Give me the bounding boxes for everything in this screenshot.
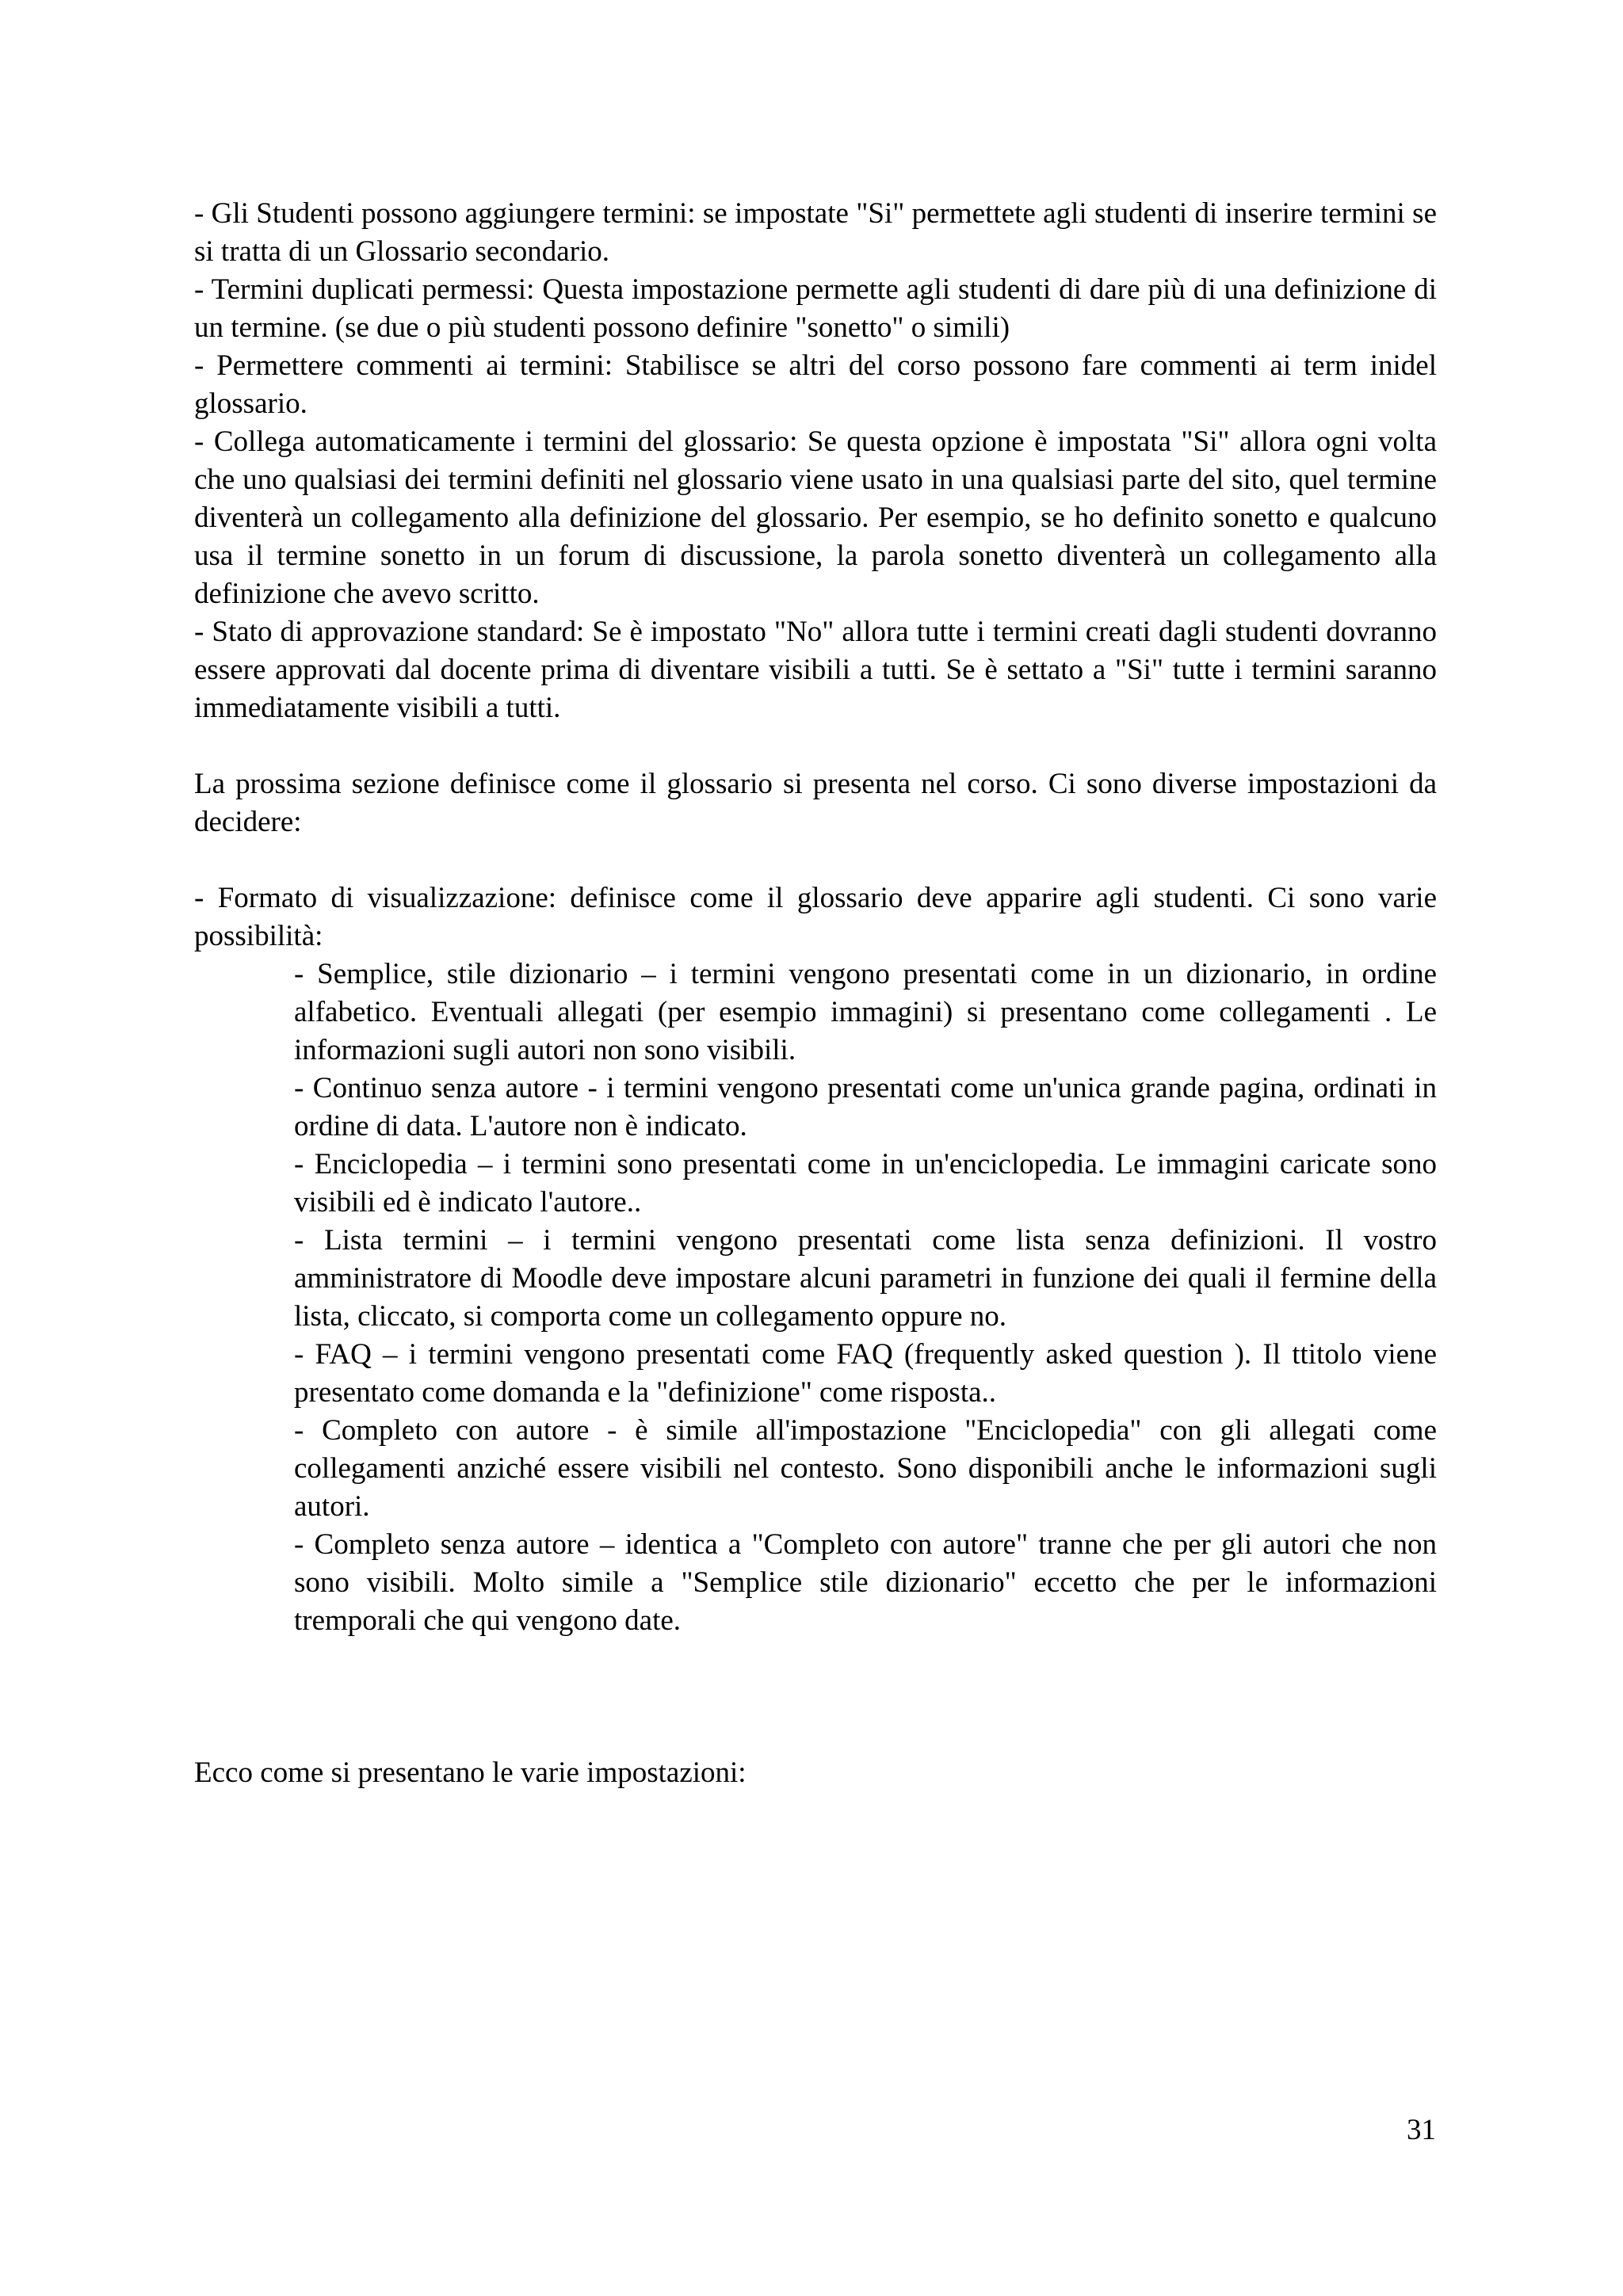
setting-students-add-terms: - Gli Studenti possono aggiungere termini: se impostate "Si" permettete agli studenti di inserire termini se si tratta di un Glossario secondario. [194,197,1437,268]
option-full-with-author: - Completo con autore - è simile all'impostazione "Enciclopedia" con gli allegati come collegamenti anziché essere visibili nel contesto. Sono disponibili anche le informazioni sugli autori. [294,1414,1437,1523]
setting-allow-comments: - Permettere commenti ai termini: Stabilisce se altri del corso possono fare commenti ai term inidel glossario. [194,349,1437,420]
page-content [194,195,1437,1792]
section-spacer [194,1640,1437,1754]
setting-auto-link: - Collega automaticamente i termini del glossario: Se questa opzione è impostata "Si" allora ogni volta che uno qualsiasi dei termini definiti nel glossario viene usato in una qualsiasi parte del sito, quel termine diventerà un collegamento alla definizione del glossario. Per esempio, se ho definito sonetto e qualcuno usa il termine sonetto in un forum di discussione, la parola sonetto diventerà un collegamento alla definizione che avevo scritto. [194,425,1437,610]
section-intro: La prossima sezione definisce come il glossario si presenta nel corso. Ci sono diverse impostazioni da decidere: [194,768,1437,838]
option-simple-dictionary: - Semplice, stile dizionario – i termini vengono presentati come in un dizionario, in ordine alfabetico. Eventuali allegati (per esempio immagini) si presentano come collegamenti . Le informazioni sugli autori non sono visibili. [294,958,1437,1066]
display-options-list [294,955,1437,1640]
option-faq: - FAQ – i termini vengono presentati come FAQ (frequently asked question ). Il ttitolo viene presentato come domanda e la "definizione" come risposta.. [294,1338,1437,1409]
setting-approval-status: - Stato di approvazione standard: Se è impostato "No" allora tutte i termini creati dagli studenti dovranno essere approvati dal docente prima di diventare visibili a tutti. Se è settato a "Si" tutte i termini saranno immediatamente visibili a tutti. [194,616,1437,724]
paragraph-spacer [194,727,1437,765]
page-number: 31 [1407,2114,1436,2146]
option-full-without-author: - Completo senza autore – identica a "Completo con autore" tranne che per gli autori che non sono visibili. Molto simile a "Semplice stile dizionario" eccetto che per le informazioni tremporali che qui vengono date. [294,1528,1437,1637]
option-term-list: - Lista termini – i termini vengono presentati come lista senza definizioni. Il vostro amministratore di Moodle deve impostare alcuni parametri in funzione dei quali il fermine della lista, cliccato, si comporta come un collegamento oppure no. [294,1224,1437,1333]
closing-line: Ecco come si presentano le varie impostazioni: [194,1756,747,1789]
paragraph-spacer [194,841,1437,879]
option-encyclopedia: - Enciclopedia – i termini sono presentati come in un'enciclopedia. Le immagini caricate sono visibili ed è indicato l'autore.. [294,1148,1437,1219]
option-continuous-no-author: - Continuo senza autore - i termini vengono presentati come un'unica grande pagina, ordinati in ordine di data. L'autore non è indicato. [294,1072,1437,1142]
setting-duplicate-terms: - Termini duplicati permessi: Questa impostazione permette agli studenti di dare più di una definizione di un termine. (se due o più studenti possono definire "sonetto" o simili) [194,273,1437,344]
display-format-intro: - Formato di visualizzazione: definisce come il glossario deve apparire agli studenti. Ci sono varie possibilità: [194,882,1437,952]
